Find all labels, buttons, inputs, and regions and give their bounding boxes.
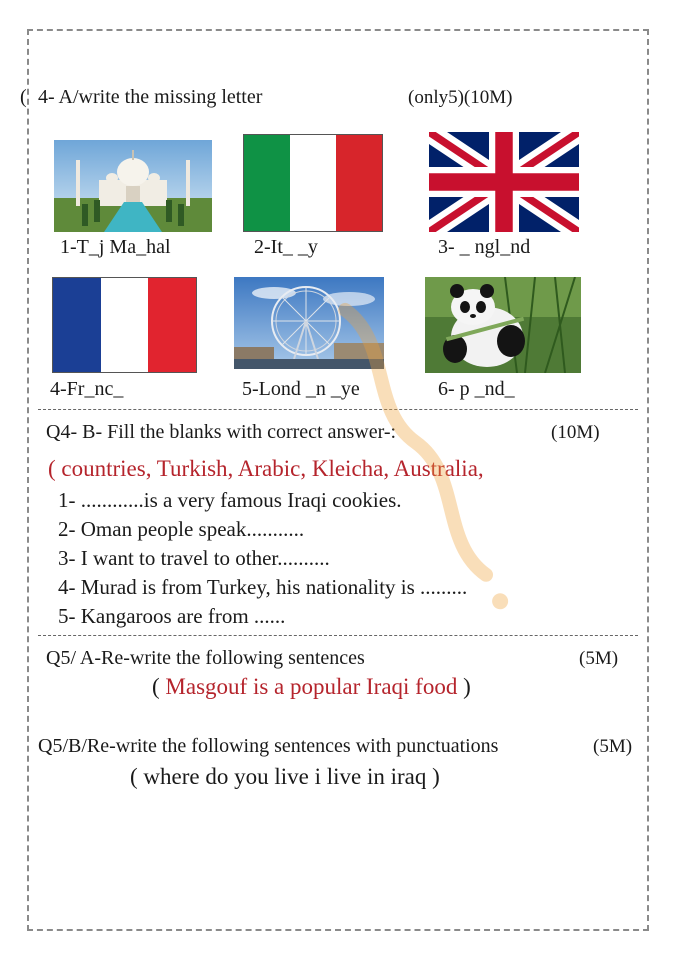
- sentence-4: 4- Murad is from Turkey, his nationality is .........: [58, 575, 468, 599]
- caption-3: 3- _ ngl_nd: [438, 236, 531, 258]
- q5a-sentence: Masgouf is a popular Iraqi food: [165, 674, 458, 699]
- word-bank: ( countries, Turkish, Arabic, Kleicha, Australia,: [48, 456, 484, 481]
- sentence-1: 1- ............is a very famous Iraqi cookies.: [58, 488, 402, 512]
- q5a-open-paren: (: [152, 674, 160, 699]
- sentence-2: 2- Oman people speak...........: [58, 517, 305, 541]
- panda-photo: [425, 277, 581, 373]
- sentence-3: 3- I want to travel to other..........: [58, 546, 330, 570]
- q5a-title: Q5/ A-Re-write the following sentences: [46, 647, 365, 669]
- caption-4: 4-Fr_nc_: [50, 378, 124, 400]
- taj-mahal-photo: [54, 140, 212, 232]
- cut-marker: (: [20, 86, 27, 108]
- q4b-title: Q4- B- Fill the blanks with correct answer-:: [46, 421, 397, 443]
- france-flag: [52, 277, 197, 373]
- divider: [38, 635, 638, 636]
- caption-2: 2-It_ _y: [254, 236, 318, 258]
- q5a-marks: (5M): [579, 648, 619, 669]
- q4a-title: 4- A/write the missing letter: [38, 86, 263, 108]
- uk-flag: [429, 132, 579, 232]
- q4b-marks: (10M): [551, 422, 600, 443]
- q5a-sentence-line: [152, 674, 471, 700]
- caption-5: 5-Lond _n _ye: [242, 378, 360, 400]
- q5b-marks: (5M): [593, 736, 633, 757]
- italy-flag: [243, 134, 383, 232]
- q4a-marks: (only5)(10M): [408, 87, 513, 108]
- caption-6: 6- p _nd_: [438, 378, 515, 400]
- q5b-title: Q5/B/Re-write the following sentences with punctuations: [38, 735, 499, 757]
- caption-1: 1-T_j Ma_hal: [60, 236, 171, 258]
- sentence-5: 5- Kangaroos are from ......: [58, 604, 286, 628]
- q5a-close-paren: ): [463, 674, 471, 699]
- divider: [38, 409, 638, 410]
- q5b-sentence: ( where do you live i live in iraq ): [130, 764, 440, 789]
